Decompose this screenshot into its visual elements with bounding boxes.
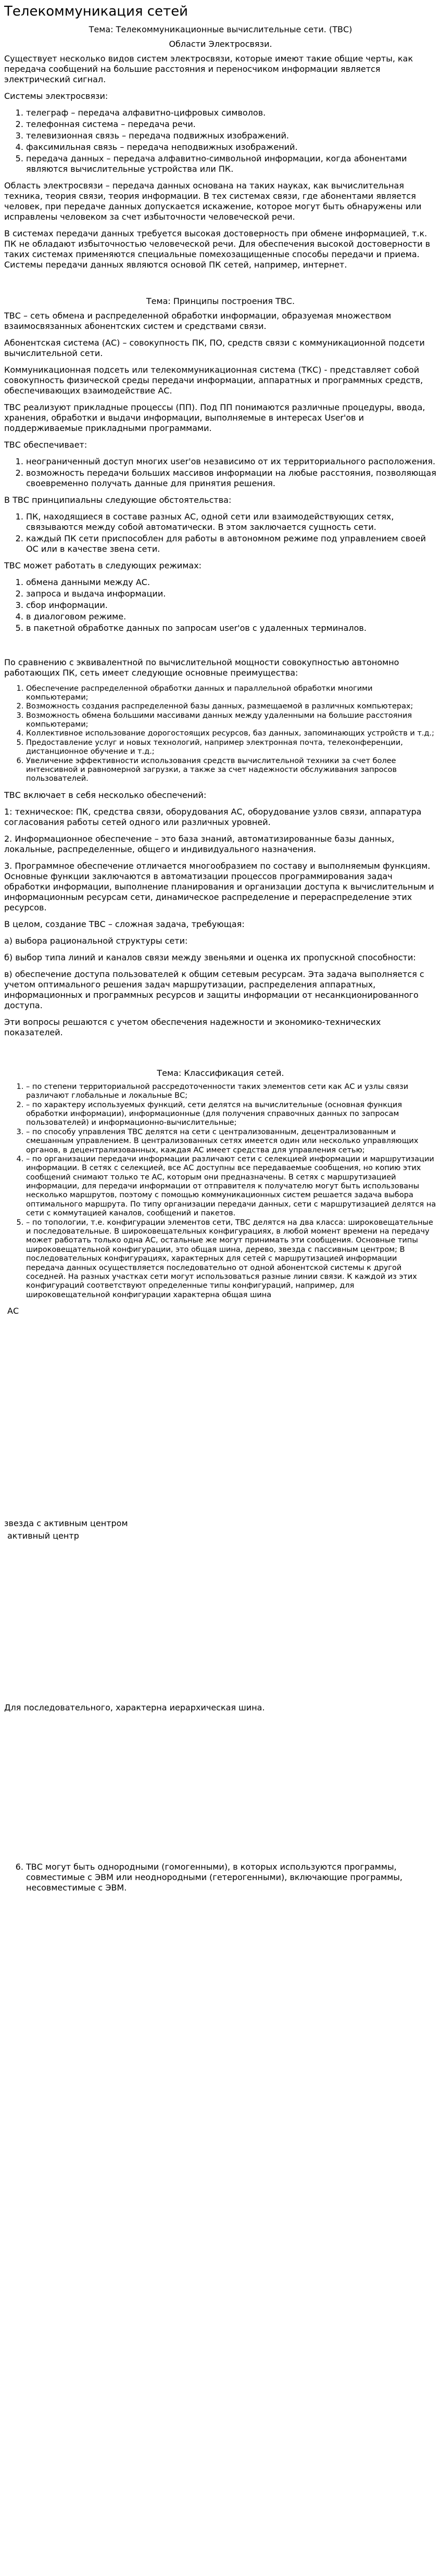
list-item: 4. в диалоговом режиме. bbox=[26, 612, 437, 622]
info-support: 2. Информационное обеспечение – это база знаний, автоматизированные базы данных, локальные, распределенные, общего и индивидуального назначения. bbox=[4, 833, 395, 854]
as-label: АС bbox=[7, 1306, 19, 1316]
sequential-paragraph: Для последовательного, характерна иерархическая шина. bbox=[4, 1703, 265, 1713]
list-item: 2. запроса и выдача информации. bbox=[26, 589, 437, 599]
list-item: 4. – по организации передачи информации различают сети с селекцией информации и маршрутизации информации. В сетях с селекцией, все АС доступны все передаваемые сообщения, но копию этих сообщений снимают только те АС, которым они предназначены. В сетях с маршрутизацией информации, для передачи информации от отправителя к получателю могут быть использованы несколько маршрутов, поэтому с помощью коммуникационных систем решается задача выбора оптимального маршрута. По типу организации передачи данных, сети с маршрутизацией делятся на сети с коммутацией каналов, сообщений и пакетов. bbox=[26, 1155, 437, 1219]
list-item: 4. Коллективное использование дорогостоящих ресурсов, баз данных, запоминающих устройств и т.д.; bbox=[26, 729, 437, 738]
principles-label: В ТВС принципиальны следующие обстоятельства: bbox=[4, 494, 232, 505]
section1-intro: Существует несколько видов систем электросвязи, которые имеют такие общие черты, как передача сообщений на большие расстояния и переносчиком информации является электрический сигнал. bbox=[4, 53, 413, 84]
list-item: 6. Увеличение эффективности использования средств вычислительной техники за счет более интенсивной и равномерной загрузки, а также за счет надежности обслуживания запросов пользователей. bbox=[26, 757, 437, 784]
def-as: Абонентская система (АС) – совокупность ПК, ПО, средств связи с коммуникационной подсети вычислительной сети. bbox=[4, 337, 425, 358]
star-active-label: звезда с активным центром bbox=[4, 1518, 128, 1529]
list-item: 2. телефонная система – передача речи. bbox=[26, 119, 437, 130]
def-tks: Коммуникационная подсеть или телекоммуникационная система (ТКС) - представляет собой совокупность физической среды передачи информации, аппаратных и программных средств, обеспечивающих взаимодействие АС. bbox=[4, 364, 423, 396]
list-item: 5. – по топологии, т.е. конфигурации элементов сети, ТВС делятся на два класса: широковещательные и последовательные. В широковещательных конфигурациях, в любой момент времени на передачу может работать только одна АС, остальные же могут принимать эти сообщения. Основные типы широковещательной конфигурации, это общая шина, дерево, звезда с пассивным центром; В последовательных конфигурациях, характерных для сетей с маршрутизацией информации передача данных осуществляется последовательно от одной абонентской системы к другой соседней. На разных участках сети могут использоваться разные линии связи. К каждой из этих конфигураций соответствуют определенные типы конфигураций, например, для широковещательной конфигурации характерна общая шина bbox=[26, 1219, 437, 1300]
classification-list-continued bbox=[4, 1862, 437, 1893]
figure-placeholder-2 bbox=[4, 1543, 437, 1699]
modes-label: ТВС может работать в следующих режимах: bbox=[4, 560, 202, 570]
principles-list bbox=[4, 512, 437, 554]
tech-support: 1: техническое: ПК, средства связи, оборудования АС, оборудование узлов связи, аппаратура согласования работы сетей одного или различных уровней. bbox=[4, 806, 422, 827]
list-item: 3. Возможность обмена большими массивами данных между удаленными на большие расстояния компьютерами; bbox=[26, 712, 437, 730]
list-item: 4. факсимильная связь – передача неподвижных изображений. bbox=[26, 142, 437, 153]
list-item: 1. ПК, находящиеся в составе разных АС, одной сети или взаимодействующих сетях, связываются между собой автоматически. В этом заключается сущность сети. bbox=[26, 512, 437, 532]
modes-list bbox=[4, 577, 437, 633]
provides-list bbox=[4, 456, 437, 489]
list-item: 1. Обеспечение распределенной обработки данных и параллельной обработки многими компьютерами; bbox=[26, 684, 437, 703]
list-item: 5. передача данных – передача алфавитно-символьной информации, когда абонентами являются вычислительные устройства или ПК. bbox=[26, 154, 437, 174]
list-item: 2. каждый ПК сети приспособлен для работы в автономном режиме под управлением своей ОС или в качестве звена сети. bbox=[26, 534, 437, 554]
section1-topic: Тема: Телекоммуникационные вычислительные сети. (ТВС) bbox=[89, 24, 352, 34]
list-item: 1. телеграф – передача алфавитно-цифровых символов. bbox=[26, 108, 437, 118]
data-area-paragraph: Область электросвязи – передача данных основана на таких науках, как вычислительная техника, теория связи, теория информации. В тех системах связи, где абонентами является человек, при передаче данных допускается искажение, которое могут быть обнаружены или исправлены человеком за счет избыточности человеческой речи. bbox=[4, 180, 422, 222]
complex-task: В целом, создание ТВС – сложная задача, требующая: bbox=[4, 919, 245, 929]
advantages-list bbox=[4, 684, 437, 784]
figure-placeholder-3 bbox=[4, 1719, 437, 1860]
provides-label: ТВС обеспечивает: bbox=[4, 439, 87, 450]
section3-topic: Тема: Классификация сетей. bbox=[157, 1068, 284, 1078]
list-item: 2. возможность передачи больших массивов информации на любые расстояния, позволяющая своевременно получать данные для принятия решения. bbox=[26, 468, 437, 489]
list-item: 1. неограниченный доступ многих user'ов независимо от их территориального расположения. bbox=[26, 456, 437, 467]
task-b: б) выбор типа линий и каналов связи между звеньями и оценка их пропускной способности: bbox=[4, 952, 416, 962]
list-item: 3. сбор информации. bbox=[26, 600, 437, 611]
list-item: 3. – по способу управления ТВС делятся на сети с централизованным, децентрализованным и смешанным управлением. В централизованных сетях имеется один или несколько управляющих органов, в децентрализованных, каждая АС имеет средства для управления сетью; bbox=[26, 1128, 437, 1155]
classification-list bbox=[4, 1083, 437, 1300]
list-item: 2. Возможность создания распределенной базы данных, размещаемой в различных компьютерах; bbox=[26, 702, 437, 711]
systems-list bbox=[4, 108, 437, 174]
task-a: а) выбора рациональной структуры сети: bbox=[4, 935, 188, 946]
def-tvs: ТВС – сеть обмена и распределенной обработки информации, образуемая множеством взаимосвязанных абонентских систем и средствами связи. bbox=[4, 310, 392, 331]
figure-placeholder bbox=[4, 1318, 437, 1516]
active-center-label: активный центр bbox=[7, 1531, 79, 1541]
reliability-paragraph: В системах передачи данных требуется высокая достоверность при обмене информацией, т.к. ПК не обладают избыточностью человеческой речи. Для обеспечения высокой достоверности в таких системах применяются специальные помехозащищенные способы передачи и приема. Системы передачи данных являются основой ПК сетей, например, интернет. bbox=[4, 228, 431, 270]
list-item: 6. ТВС могут быть однородными (гомогенными), в которых используются программы, совместимые с ЭВМ или неоднородными (гетерогенными), включающие программы, несовместимые с ЭВМ. bbox=[26, 1862, 437, 1893]
advantages-intro: По сравнению с эквивалентной по вычислительной мощности совокупностью автономно работающих ПК, сеть имеет следующие основные преимущества: bbox=[4, 657, 399, 678]
list-item: 1. – по степени территориальной рассредоточенности таких элементов сети как АС и узлы связи различают глобальные и локальные ВС; bbox=[26, 1083, 437, 1101]
closing-paragraph: Эти вопросы решаются с учетом обеспечения надежности и экономико-технических показателей. bbox=[4, 1017, 381, 1037]
list-item: 5. в пакетной обработке данных по запросам user'ов с удаленных терминалов. bbox=[26, 623, 437, 633]
list-item: 2. – по характеру используемых функций, сети делятся на вычислительные (основная функция обработки информации), информационные (для получения справочных данных по запросам пользователей) и информационно-вычислительные; bbox=[26, 1101, 437, 1128]
list-item: 1. обмена данными между АС. bbox=[26, 577, 437, 588]
def-ppp: ТВС реализуют прикладные процессы (ПП). Под ПП понимаются различные процедуры, ввода, хранения, обработки и выдачи информации, выполняемые в интересах User'ов и поддерживаемые прикладными программами. bbox=[4, 402, 425, 433]
section1-subtitle: Области Электросвязи. bbox=[169, 39, 272, 49]
systems-label: Системы электросвязи: bbox=[4, 91, 108, 101]
task-c: в) обеспечение доступа пользователей к общим сетевым ресурсам. Эта задача выполняется с учетом оптимального решения задач маршрутизации, распределения аппаратных, информационных и программных ресурсов и защиты информации от несанкционированного доступа. bbox=[4, 969, 424, 1010]
tvs-includes: ТВС включает в себя несколько обеспечений: bbox=[4, 790, 207, 800]
prog-support: 3. Программное обеспечение отличается многообразием по составу и выполняемым функциям. Основные функции заключаются в автоматизации процессов программирования задач обработки информации, выполнение планирования и организации доступа к вычислительным и информационным ресурсам сети, динамическое распределение и перераспределение этих ресурсов. bbox=[4, 860, 434, 912]
page-title: Телекоммуникация сетей bbox=[4, 4, 188, 19]
list-item: 3. телевизионная связь – передача подвижных изображений. bbox=[26, 131, 437, 141]
section2-topic: Тема: Принципы построения ТВС. bbox=[146, 296, 295, 306]
list-item: 5. Предоставление услуг и новых технологий, например электронная почта, телеконференции, дистанционное обучение и т.д.; bbox=[26, 739, 437, 757]
